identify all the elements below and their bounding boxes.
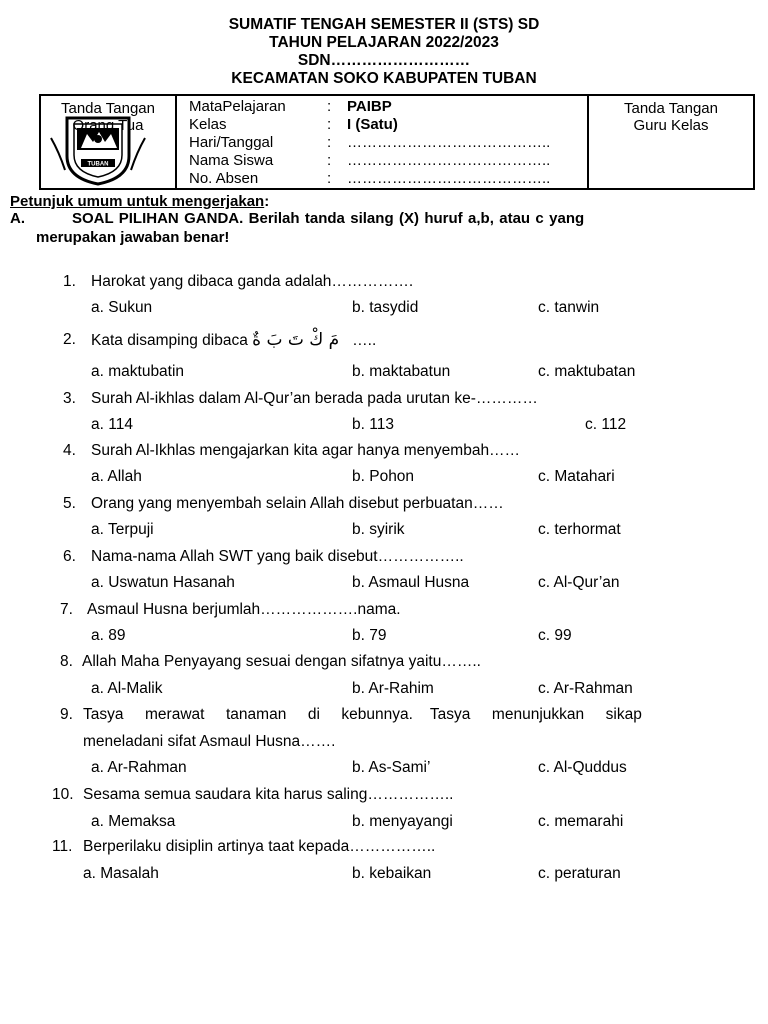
- option-a[interactable]: a. Allah: [91, 468, 142, 485]
- field-label: Nama Siswa: [189, 152, 274, 169]
- general-instructions: [10, 193, 269, 210]
- question-blank: …..: [352, 332, 377, 349]
- option-b[interactable]: b. 79: [352, 627, 387, 644]
- parent-signature-label-2: Orang Tua: [72, 117, 144, 134]
- question-text: Allah Maha Penyayang sesuai dengan sifatnya yaitu……..: [82, 653, 481, 670]
- option-a[interactable]: a. Ar-Rahman: [91, 759, 187, 776]
- academic-year: TAHUN PELAJARAN 2022/2023: [269, 34, 499, 51]
- option-c[interactable]: c. Al-Qur’an: [538, 574, 620, 591]
- option-c[interactable]: c. Al-Quddus: [538, 759, 627, 776]
- parent-signature-label-1: Tanda Tangan: [61, 100, 155, 117]
- field-value: I (Satu): [347, 116, 398, 133]
- field-date[interactable]: [189, 134, 550, 152]
- option-b[interactable]: b. Asmaul Husna: [352, 574, 470, 591]
- question-number: 2.: [63, 331, 76, 348]
- option-a[interactable]: a. Al-Malik: [91, 680, 163, 697]
- option-b[interactable]: b. tasydid: [352, 299, 419, 316]
- field-student-name[interactable]: [189, 152, 550, 170]
- general-instructions-heading: Petunjuk umum untuk mengerjakan: [10, 193, 265, 210]
- question-text: Sesama semua saudara kita harus saling……………..: [83, 786, 454, 803]
- question-number: 10.: [52, 786, 74, 803]
- question-text: Harokat yang dibaca ganda adalah…………….: [91, 273, 414, 290]
- field-colon: :: [327, 170, 332, 187]
- option-a[interactable]: a. Sukun: [91, 299, 153, 316]
- district-name: KECAMATAN SOKO KABUPATEN TUBAN: [231, 70, 537, 87]
- question-text: Asmaul Husna berjumlah……………….nama.: [87, 601, 401, 618]
- field-value: PAIBP: [347, 98, 392, 115]
- question-number: 1.: [63, 273, 76, 290]
- option-c[interactable]: c. Ar-Rahman: [538, 680, 633, 697]
- general-instructions-colon: :: [264, 193, 270, 210]
- teacher-signature-cell: [589, 96, 753, 188]
- arabic-word: مَ كْ تَ بَ ةٌ: [252, 330, 340, 350]
- option-c[interactable]: c. terhormat: [538, 521, 621, 538]
- question-number: 5.: [63, 495, 76, 512]
- field-attendance-number[interactable]: [189, 170, 550, 188]
- field-label: MataPelajaran: [189, 98, 286, 115]
- option-a[interactable]: a. maktubatin: [91, 363, 185, 380]
- option-b[interactable]: b. syirik: [352, 521, 405, 538]
- section-instruction-line2: merupakan jawaban benar!: [36, 229, 230, 246]
- option-c[interactable]: c. peraturan: [538, 865, 621, 882]
- question-text-main: Kata disamping dibaca: [91, 332, 248, 349]
- option-c[interactable]: c. 99: [538, 627, 572, 644]
- question-number: 6.: [63, 548, 76, 565]
- field-blank[interactable]: …………………………………..: [347, 152, 551, 169]
- option-b[interactable]: b. kebaikan: [352, 865, 432, 882]
- question-text-line2: meneladani sifat Asmaul Husna…….: [83, 733, 336, 750]
- option-a[interactable]: a. Masalah: [83, 865, 159, 882]
- teacher-signature-label-1: Tanda Tangan: [624, 100, 718, 117]
- option-a[interactable]: a. 89: [91, 627, 126, 644]
- option-c[interactable]: c. 112: [585, 416, 627, 433]
- student-info-cell: [177, 96, 589, 188]
- logo-text: TUBAN: [87, 161, 109, 168]
- section-instruction-line1: SOAL PILIHAN GANDA. Berilah tanda silang (X) huruf a,b, atau c yang: [72, 210, 585, 227]
- option-a[interactable]: a. Memaksa: [91, 813, 176, 830]
- parent-signature-cell: [41, 96, 177, 188]
- question-number: 4.: [63, 442, 76, 459]
- option-b[interactable]: b. As-Sami’: [352, 759, 431, 776]
- option-c[interactable]: c. memarahi: [538, 813, 624, 830]
- section-letter: A.: [10, 210, 25, 227]
- question-text: Surah Al-ikhlas dalam Al-Qur’an berada pada urutan ke-…………: [91, 390, 538, 407]
- field-colon: :: [327, 134, 332, 151]
- question-text: Surah Al-Ikhlas mengajarkan kita agar hanya menyembah……: [91, 442, 521, 459]
- option-a[interactable]: a. Uswatun Hasanah: [91, 574, 235, 591]
- question-text: Berperilaku disiplin artinya taat kepada……………..: [83, 838, 436, 855]
- field-colon: :: [327, 152, 332, 169]
- option-b[interactable]: b. Ar-Rahim: [352, 680, 434, 697]
- option-b[interactable]: b. maktabatun: [352, 363, 451, 380]
- question-text: [91, 331, 376, 350]
- field-blank[interactable]: …………………………………..: [347, 134, 551, 151]
- field-blank[interactable]: …………………………………..: [347, 170, 551, 187]
- field-colon: :: [327, 98, 332, 115]
- option-b[interactable]: b. menyayangi: [352, 813, 453, 830]
- field-label: Kelas: [189, 116, 227, 133]
- option-c[interactable]: c. Matahari: [538, 468, 615, 485]
- option-b[interactable]: b. Pohon: [352, 468, 415, 485]
- question-text: Orang yang menyembah selain Allah disebut perbuatan……: [91, 495, 504, 512]
- question-number: 8.: [60, 653, 73, 670]
- field-colon: :: [327, 116, 332, 133]
- option-a[interactable]: a. Terpuji: [91, 521, 154, 538]
- option-c[interactable]: c. maktubatan: [538, 363, 636, 380]
- exam-title: SUMATIF TENGAH SEMESTER II (STS) SD: [228, 16, 540, 33]
- question-number: 11.: [52, 838, 73, 855]
- field-class: [189, 116, 398, 134]
- field-label: Hari/Tanggal: [189, 134, 274, 151]
- option-a[interactable]: a. 114: [91, 416, 133, 433]
- question-text: Tasya merawat tanaman di kebunnya. Tasya menunjukkan sikap: [83, 706, 642, 723]
- question-number: 9.: [60, 706, 73, 723]
- school-name: SDN………………………: [297, 52, 471, 69]
- option-c[interactable]: c. tanwin: [538, 299, 600, 316]
- identity-table: [39, 94, 755, 190]
- question-number: 3.: [63, 390, 76, 407]
- option-b[interactable]: b. 113: [352, 416, 394, 433]
- field-subject: [189, 98, 392, 116]
- question-number: 7.: [60, 601, 73, 618]
- question-text: Nama-nama Allah SWT yang baik disebut……………..: [91, 548, 464, 565]
- field-label: No. Absen: [189, 170, 259, 187]
- teacher-signature-label-2: Guru Kelas: [633, 117, 709, 134]
